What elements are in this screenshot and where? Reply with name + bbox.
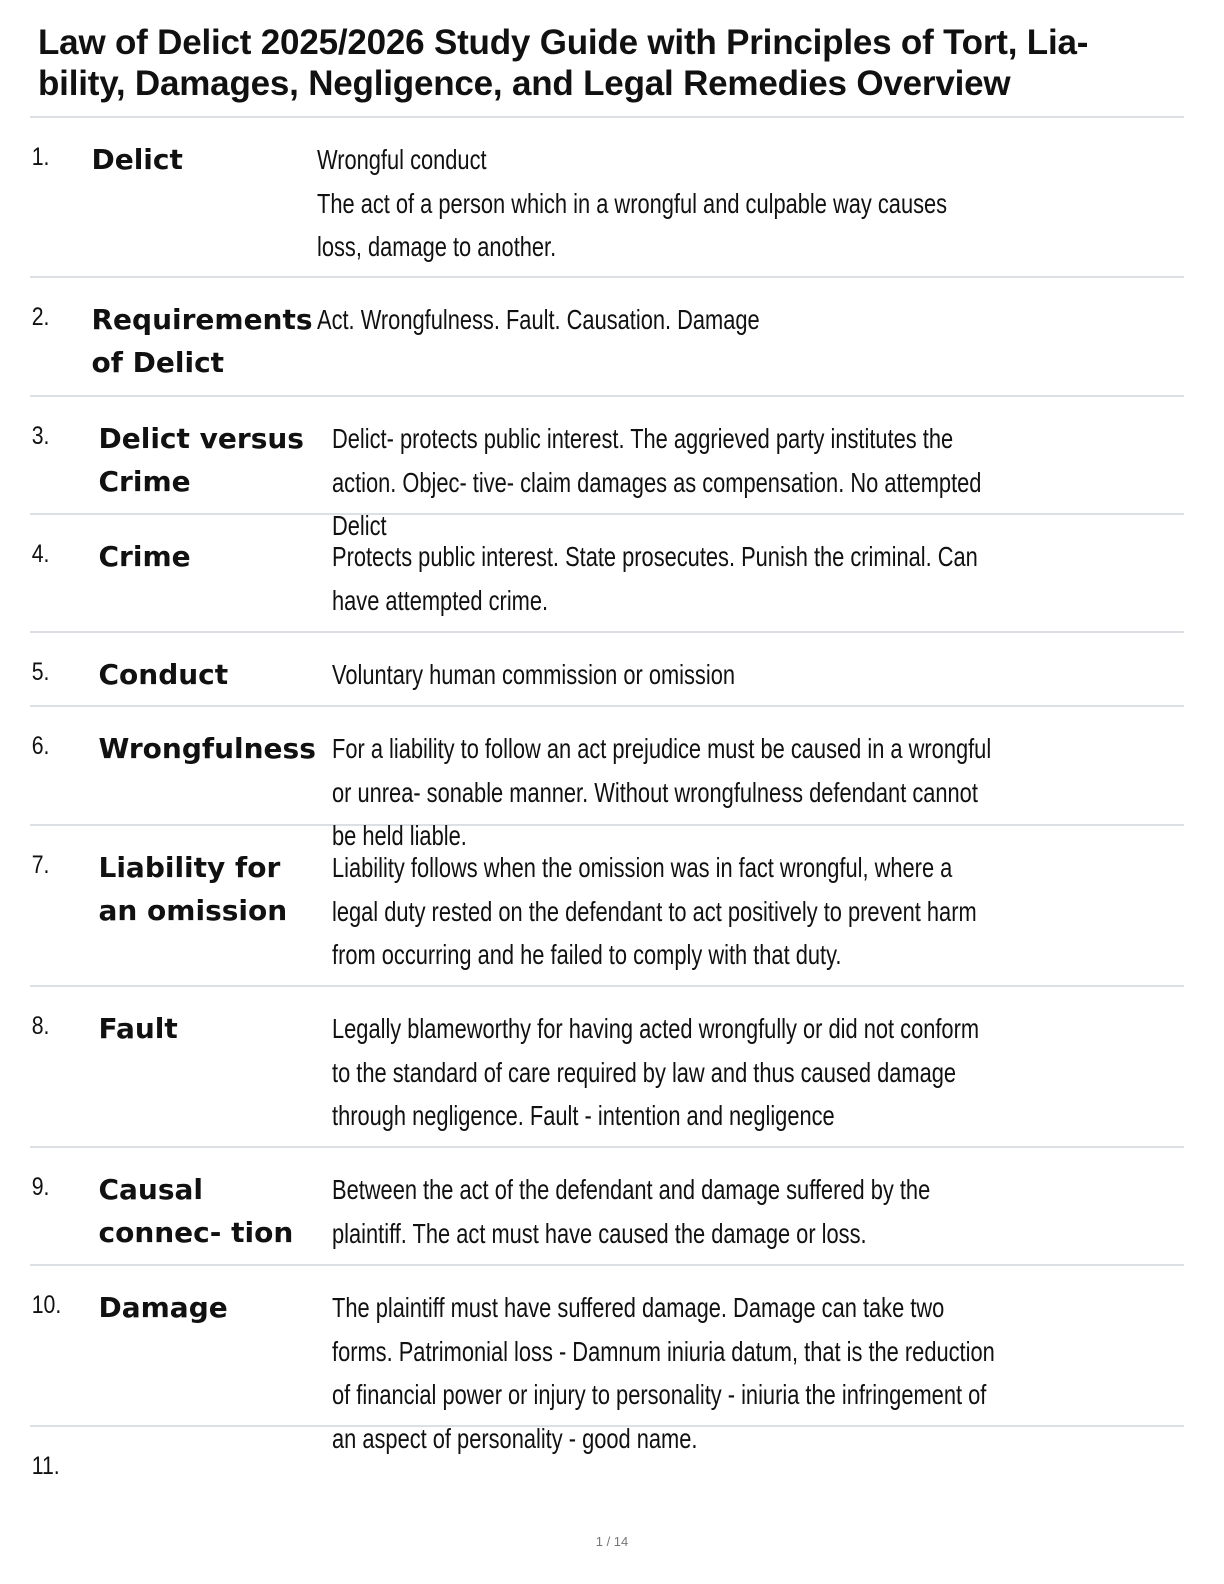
- definition-paragraph: Between the act of the defendant and damage suffered by the plaintiff. The act must have caused the damage or loss.: [331, 1174, 930, 1249]
- definition-paragraph: Delict- protects public interest. The aggrieved party institutes the action. Objec- tive- claim damages as compensation. No attempted Delict: [331, 423, 982, 541]
- flashcard-row: [30, 397, 1184, 541]
- document-page: [30, 0, 1184, 1505]
- definition-paragraph: Legally blameworthy for having acted wrongfully or did not conform to the standard of care required by law and thus caused damage through negligence. Fault - intention and negligence: [331, 1013, 979, 1131]
- definition-paragraph: Protects public interest. State prosecutes. Punish the criminal. Can have attempted crime.: [331, 541, 978, 616]
- card-definition: [332, 846, 997, 985]
- card-term: Wrongfulness: [98, 732, 316, 765]
- card-number: 6.: [31, 732, 50, 760]
- card-number: 3.: [31, 422, 50, 450]
- card-definition: [332, 1447, 997, 1505]
- document-title: Law of Delict 2025/2026 Study Guide with Principles of Tort, Lia- bility, Damages, Negligence, and Legal Remedies Overview: [38, 23, 1089, 103]
- card-term: Conduct: [98, 658, 229, 691]
- definition-paragraph: For a liability to follow an act prejudice must be caused in a wrongful or unrea- sonable manner. Without wrongfulness defendant cannot be held liable.: [331, 733, 991, 851]
- definition-paragraph: The plaintiff must have suffered damage. Damage can take two forms. Patrimonial loss - Damnum iniuria datum, that is the reduction of financial power or injury to personality - iniuria the infringement of an aspect of personality - good name.: [331, 1292, 995, 1454]
- card-definition: [332, 653, 997, 705]
- card-number: 2.: [31, 303, 50, 331]
- flashcard-row: [30, 826, 1184, 987]
- card-definition: [332, 1007, 997, 1146]
- card-definition: [331, 727, 997, 851]
- card-number: 9.: [31, 1173, 50, 1201]
- card-number: 5.: [31, 658, 50, 686]
- card-term: Damage: [98, 1291, 228, 1324]
- card-number: 4.: [31, 540, 50, 568]
- definition-paragraph: Wrongful conduct: [317, 144, 488, 175]
- card-number: 11.: [31, 1452, 60, 1480]
- definition-paragraph: The act of a person which in a wrongful and culpable way causes loss, damage to another.: [317, 187, 948, 262]
- card-definition: [317, 138, 993, 276]
- card-definition: [332, 535, 997, 631]
- card-definition: [331, 1286, 997, 1454]
- card-term: Crime: [98, 540, 191, 573]
- card-term: Delict: [91, 143, 183, 176]
- flashcard-row: [30, 1148, 1184, 1266]
- flashcard-row: [30, 118, 1184, 278]
- flashcard-row: [30, 633, 1184, 707]
- card-term: [90, 1447, 325, 1505]
- card-number: 8.: [31, 1012, 50, 1040]
- flashcard-row: [30, 278, 1184, 397]
- card-term: Requirements of Delict: [91, 303, 313, 379]
- flashcard-row: [30, 707, 1184, 851]
- card-number: 10.: [31, 1291, 62, 1319]
- card-term: Fault: [98, 1012, 178, 1045]
- definition-paragraph: Act. Wrongfulness. Fault. Causation. Damage: [317, 304, 761, 335]
- card-definition: [331, 417, 997, 541]
- flashcard-list: [30, 118, 1184, 1505]
- card-number: 1.: [31, 143, 50, 171]
- card-number: 7.: [31, 851, 50, 879]
- card-term: Causal connec- tion: [98, 1173, 294, 1249]
- card-term: Delict versus Crime: [98, 422, 304, 498]
- page-indicator: 1 / 14: [595, 1534, 629, 1549]
- flashcard-row: [30, 1266, 1184, 1454]
- card-definition: [332, 1168, 997, 1264]
- flashcard-row: [30, 987, 1184, 1148]
- definition-paragraph: Liability follows when the omission was in fact wrongful, where a legal duty rested on the defendant to act positively to prevent harm from occurring and he failed to comply with that duty.: [331, 852, 977, 970]
- card-definition: [317, 298, 993, 395]
- card-term: Liability for an omission: [98, 851, 288, 927]
- definition-paragraph: Voluntary human commission or omission: [331, 659, 735, 690]
